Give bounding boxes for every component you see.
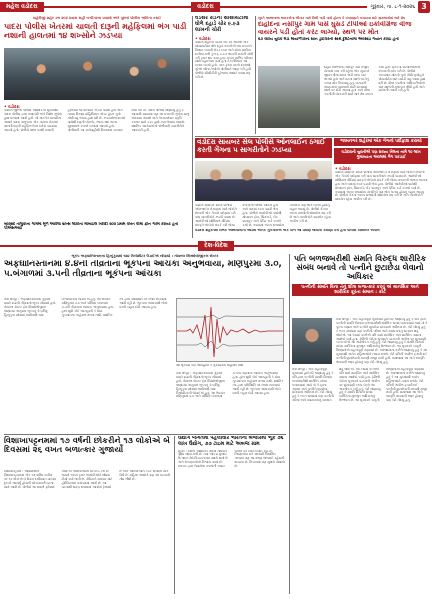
story-headline: વડસર રોડની સોસાયટીમાં ઘોળે દહાડે ચોર ૯.૯૩ લાખની ચોરી (195, 16, 249, 33)
masthead-band (0, 2, 432, 12)
story-headline-secondary: ઉદ્યોગ જગતમાં પહેલીવાર ભારતના બજારમાં ભૂક ૭૬ લાખ ઉદ્યોગ, ૭૭ ટાઇમ માટે અબજ ગ્રામ (178, 436, 284, 447)
story-photo (258, 66, 320, 128)
section-rule (234, 245, 432, 247)
story-divider (4, 434, 286, 435)
story-kicker: ભૂકંપ અફઘાનિસ્તાનના હિન્દુકુશમાં ૧૨૪ કિલોમીટર ઉંડાઈએ નોંધાયો : નેશનલ સિસ્મોલોજીકલ સેન્ટર (71, 254, 219, 258)
issue-date: ગુરૂવાર, તા. ૮-૧-૨૦૨૬ (370, 4, 415, 10)
section-label-mid: વડોદરા (191, 2, 219, 12)
story-ribbon: જામનગર શહેરમાં એક ગેંગનો પર્દાફાશ કરાયો (334, 138, 428, 146)
story-body-continued: નવી દિલ્હી : એક મહત્વપૂર્ણ ચુકાદામાં હાઈકોર્ટે જણાવ્યું હતું કે પતિ દ્વારા પત્નીની સંમતિ વિરુદ્ધ બળજબરીથી શારીરિક સંબંધ બનાવવામાં આવે તો તે ક્રૂરતા ગણાય અને પત્નીને છૂટાછેડા માંગવાનો અધિકાર છે. કોર્ટે નોંધ્યું હતું કે લગ્ન સંબંધમાં પણ પત્નીની ગરિમા અને સ્વાયત્તતાનું સન્માન થવું જોઈએ. આ કેસમાં પત્નીએ પતિ સામે માનસિક અને શારીરિક ત્રાસના આક્ષેપો કર્યા હતા. ફેમિલી કોર્ટના ચુકાદાને પડકારતી અપીલ પર સુનાવણી કરતા બેન્ચે આ અવલોકન કર્યું હતું. કોર્ટે જણાવ્યું હતું કે સંમતિ વિનાનો સંબંધ વ્યક્તિના મૂળભૂત અધિકારોનું ઉલ્લંઘન છે. આ ચુકાદાને કાનૂની નિષ્ણાતોએ મહત્વપૂર્ણ ગણાવ્યો છે. અરજદારના વકીલે જણાવ્યું હતું કે આ ચુકાદાથી અનેક મહિલાઓને ન્યાય મળશે. કોર્ટે પતિની અપીલ ફગાવી દઈ પત્નીની છૂટાછેડાની માંગણી મંજૂર રાખી હતી. સમાજમાં આ અંગે જાગૃતિ લાવવાની જરૂર હોવાનું પણ કોર્ટે નોંધ્યું હતું. (292, 368, 428, 403)
story-earthquake (4, 254, 286, 432)
story-byline: • વડોદરા (195, 35, 211, 41)
story-byline: • વડોદરા (335, 166, 351, 171)
story-body: વડોદરા જીલ્લા પોલીસ અધિક્ષકની સૂચનાથી પાદરા પોલીસ દ્વારા નશાબંધી અંગે વિશેષ ઝુંબેશ હાથ ધરવામાં આવી હતી. જે અંતર્ગત બાતમીના આધારે પાદરા તાલુકાના એક ગામના ખેતરમાં ચાલતી દારૂની મહેફિલ ઉપર દરોડો પાડવામાં આવ્યો હતો. પોલીસે સ્થળ પરથી નશાની હાલતમાં ૧૪ શખ્સોને ઝડપી પાડ્યા હતા અને તમામ વિરુદ્ધ પ્રોહિબિશન એક્ટ હેઠળ ગુનો નોંધી વધુ તપાસ હાથ ધરી છે. ઝડપાયેલા શખ્સો પાસેથી દારૂની બોટલો, ગ્લાસ તથા અન્ય મુદ્દામાલ કબજે કરવામાં આવ્યો હતો. પોલીસની આ કાર્યવાહીથી વિસ્તારમાં ચકચાર મચી ગઈ છે. પાદરા પોલીસે જણાવ્યું હતું કે આગામી સમયમાં પણ આ પ્રકારની ઝુંબેશ ચાલુ રાખવામાં આવશે અને ગેરકાયદેસર પ્રવૃત્તિ કરનાર સામે કડક હાથે કામ લેવામાં આવશે. સ્થાનિક આગેવાનોએ પોલીસની કામગીરીને આવકારી હતી. (4, 109, 190, 132)
masthead-rule (44, 6, 192, 8)
story-body-continued: વડોદરા સાયબર ક્રાઇમ પોલીસે ઓનલાઈન રોકાણના નામે લોકોને છેતરતી એક ગેંગનો પર્દાફાશ કરી પાંચ સાગરીતોને ઝડપી પાડ્યા છે. આરોપીઓ સોશિયલ મીડિયા મારફતે લોકોનો સંપર્ક કરી ઊંચા વળતરની લાલચ આપતા હતા અને બાદમાં રકમ પડાવી લેતા હતા. પોલીસે આરોપીઓ પાસેથી મોબાઇલ ફોન, સિમકાર્ડ, બેંક પાસબુક અને ડેબિટ કાર્ડ કબજે કર્યા છે. તપાસમાં અન્ય રાજ્યોના નાગરિકો પણ ભોગ બન્યા હોવાનું બહાર આવ્યું છે. પોલીસે ગેંગના અન્ય સભ્યોની શોધખોળ શરૂ કરી છે અને નાગરિકોને સાવચેત રહેવા અપીલ કરી છે. (195, 204, 332, 227)
story-body: વડોદરા શહેરના વડસર રોડ પર આવેલી એક સોસાયટીમાં ઘોળે દહાડે તસ્કરોએ બંધ મકાનને નિશાન બનાવી રોકડ રકમ અને સોના ચાંદીના દાગીના મળી કુલ રૂ. ૯.૯૩ લાખની મત્તાની ચોરી કરી ફરાર થઇ ગયા હતા. મકાન માલિક પરિવાર સાથે બહારગામ ગયા હતા તે દરમિયાન આ બનાવ બન્યો હતો. પરત ફરતા ઘરનો દરવાજો તૂટેલો જોતા તેઓએ પોલીસને જાણ કરી હતી. પોલીસે સીસીટીવી ફૂટેજના આધારે તપાસ શરૂ કરી છે. (195, 40, 253, 80)
story-body: દાહોદ જિલ્લાના નસીપુર ગામ નજીક ખેતરમાં કામ કરી રહેલા એક યુવકને જીવંત વીજ વાયર અડી જતા કરંટ લાગ્યો હતો અને ઘટના સ્થળે જ તેનું કરુણ મોત નિપજ્યું હતું. બનાવની જાણ થતા ગ્રામજનો મોટી સંખ્યામાં સ્થળ પર દોડી આવ્યા હતા અને વીજ કંપનીની બેદરકારી સામે ભારે રોષ વ્યક્ત કર્યો હતો. મૃતકના પરિવારજનોએ વળતરની માંગ કરી છે. પોલીસે અકસ્માત મોતનો ગુનો નોંધી મૃતદેહને પોસ્ટમોર્ટમ માટે ખસેડી વધુ તપાસ હાથ ધરી છે. વીજ કંપનીના અધિકારીઓએ પણ સ્થળની મુલાકાત લીધી હતી અને વાયરની તપાસ કરી હતી. (324, 66, 426, 97)
story-body: વિશાખાપટ્ટનમ : આંધ્રપ્રદેશના વિશાખાપટ્ટનમમાં એક ૧૭ વર્ષીય સગીરા પર ૧૩ લોકોએ બે દિવસ દરમિયાન વારંવાર દુષ્કર્મ આચર્યું હોવાની ચોંકાવનારી ઘટના સામે આવી છે. પોલીસે આ મામલે ફરિયાદ નોંધી ૧૦ આરોપીઓની ધરપકડ કરી છે જ્યારે અન્ય ફરાર આરોપીઓને શોધવા ટીમો કામે લાગી છે. પીડિતાને સારવાર માટે હોસ્પિટલમાં ખસેડવામાં આવી છે. આ ઘટનાથી સમગ્ર રાજ્યમાં આક્રોશ ફેલાયો છે અને આરોપીઓને કડક સજાની માંગ ઉઠી છે. મહિલા આયોગે પણ આ ઘટનાની નોંધ લીધી છે. (4, 470, 171, 489)
story-kicker: શહેરીજી શહેર ડભ ૨૯૪ પ્રવાસ સહી બચીગરના પ્રવાસો અંગે પૂછતાં પોલીસ અંકિતા કરાઈ (32, 16, 162, 20)
section-band (0, 241, 432, 251)
story-vadsar (195, 16, 253, 134)
story-body-secondary: મુંબઈ : દેશના ઔદ્યોગિક ક્ષેત્રમાં નોંધપાત્ર વૃદ્ધિ જોવા મળી છે. નવા આંકડા મુજબ ઉત્પાદન ક્ષેત્રે વિકાસ દરમાં વધારો થયો છે અને રોકાણકારોનો વિશ્વાસ વધ્યો છે. સરકાર દ્વારા લેવાયેલા પગલાંની અસર બજાર પર સ્પષ્ટ દેખાઈ રહી છે. નિષ્ણાતોના મતે આગામી ત્રિમાસિક ગાળામાં પણ આ વલણ જળવાઈ રહેવાની શક્યતા છે. નિકાસમાં પણ સુધારો નોંધાયો છે. (178, 449, 285, 469)
story-headline: વિશાખાપટ્ટનમમાં ૧૭ વર્ષની છોકરીને ૧૩ લોકોએ બે દિવસમાં ૨૬ વખત બળાત્કાર ગુજાર્યો (4, 436, 170, 455)
story-subhead: ૨૭ વર્ષીય યુવક મેડા માયાળપરના શાન ડ્રાઈવરની સાથે દુર્ઘટનામાં અવસાઇ ગયાને કરાઇ હતો (258, 37, 399, 42)
story-body: વડોદરા સાયબર ક્રાઇમ પોલીસે ઓનલાઈન રોકાણના નામે લોકોને છેતરતી એક ગેંગનો પર્દાફાશ કરી પાંચ સાગરીતોને ઝડપી પાડ્યા છે. આરોપીઓ સોશિયલ મીડિયા મારફતે લોકોનો સંપર્ક કરી ઊંચા વળતરની લાલચ આપતા હતા અને બાદમાં રકમ પડાવી લેતા હતા. પોલીસે આરોપીઓ પાસેથી મોબાઇલ ફોન, સિમકાર્ડ, બેંક પાસબુક અને ડેબિટ કાર્ડ કબજે કર્યા છે. તપાસમાં અન્ય રાજ્યોના નાગરિકો પણ ભોગ બન્યા હોવાનું બહાર આવ્યું છે. પોલીસે ગેંગના અન્ય સભ્યોની શોધખોળ શરૂ કરી છે અને નાગરિકોને સાવચેત રહેવા અપીલ કરી છે. (335, 171, 428, 202)
story-headline: પાદરા પોલીસ ખેતરમાં ચાલતી દારૂની મહેફિલમાં ભંગ પાડી નશાની હાલતમાં ૧૪ શખ્સોને ઝડપ્યા (4, 22, 187, 41)
section-label: દેશ-વિદેશ (198, 241, 234, 251)
column-divider (255, 16, 256, 134)
story-headline: દાહોદના નસીપુર ગામ પાસે ઘુસડે ટીપીઓ ઇકોવીગ્રેજ વીજ વાયરને પડી હોતાં કરંટ લાગ્યો, સ્થળ પર મોત (258, 21, 412, 36)
masthead-rule (220, 6, 368, 8)
column-divider (289, 254, 290, 594)
story-court (292, 254, 428, 594)
story-body-continued: નવી દિલ્હી : અફઘાનિસ્તાનમાં ગુરૂવારે સવારે ૪.૪ની તીવ્રતાનો ભૂકંપ નોંધાયો હતો. નેશનલ સેન્ટર ફોર સિસ્મોલોજીના જણાવ્યા અનુસાર ભૂકંપનું કેન્દ્રબિંદુ હિન્દુકુશ પ્રદેશમાં જમીનથી ૧૨૪ કિલોમીટરની ઊંડાઈએ હતું. આ ઉપરાંત મણિપુરમાં ૩.૦ અને પશ્ચિમ બંગાળમાં ૩.૫ની તીવ્રતાના આંચકા અનુભવાયા હતા. હાલ સુધી કોઈ જાનહાની કે મોટા નુકસાનના અહેવાલ મળ્યા નથી. સ્થાનિક તંત્ર દ્વારા પરિસ્થિતિ પર નજર રાખવામાં આવી રહી છે. ભૂકંપના આંચકાથી લોકો ઘરની બહાર દોડી આવ્યા હતા. (176, 372, 284, 399)
page-number: 3 (418, 1, 430, 13)
column-divider (174, 436, 175, 594)
story-divider (195, 136, 428, 137)
story-vizag (4, 436, 286, 594)
seismograph-trace (177, 299, 284, 362)
seismograph-image (176, 298, 284, 362)
story-subhead: પત્નીની સંમતિ વિના તેનું શીલ બળાત્કાર કરવું એ માનસિક અને શારીરિક ક્રૂરતા સમાન : કોર્ટ (292, 284, 428, 297)
story-headline: અફઘાનિસ્તાનમાં ૪.૪ની તીવ્રતાના ભૂકંપના આંચકા અનુભવાયા, મણિપુરમાં ૩.૦, ૫.બંગાળમાં ૩.૫ની તીવ્રતાના ભૂકંપના આંચકા (4, 260, 282, 279)
story-photo (4, 48, 190, 100)
story-dahod (258, 16, 428, 134)
section-rule (0, 245, 198, 247)
story-padra (4, 16, 190, 238)
story-body: નવી દિલ્હી : અફઘાનિસ્તાનમાં ગુરૂવારે સવારે ૪.૪ની તીવ્રતાનો ભૂકંપ નોંધાયો હતો. નેશનલ સેન્ટર ફોર સિસ્મોલોજીના જણાવ્યા અનુસાર ભૂકંપનું કેન્દ્રબિંદુ હિન્દુકુશ પ્રદેશમાં જમીનથી ૧૨૪ કિલોમીટરની ઊંડાઈએ હતું. આ ઉપરાંત મણિપુરમાં ૩.૦ અને પશ્ચિમ બંગાળમાં ૩.૫ની તીવ્રતાના આંચકા અનુભવાયા હતા. હાલ સુધી કોઈ જાનહાની કે મોટા નુકસાનના અહેવાલ મળ્યા નથી. સ્થાનિક તંત્ર દ્વારા પરિસ્થિતિ પર નજર રાખવામાં આવી રહી છે. ભૂકંપના આંચકાથી લોકો ઘરની બહાર દોડી આવ્યા હતા. (4, 298, 168, 317)
story-kicker: સુરતે આજબાજ જરાકલેના ભીનાર ગામે વિલી ગાડી પાસે હોટલ કે વગરાણાને બચાવવા માટે ગ્રામજનોમાં ભારે રોષ (258, 16, 405, 20)
story-side-note: વડોદરાની યુવતીએ પણ રાજ્ય ખેલના નામે ૧૦ લાખ ગુમાવ્યાના અવલમાં ગેંગ પકડાઈ (334, 148, 428, 164)
story-headline: વડોદરા સાયબર સેલ પોલીસે ઓનલાઈન ઠગાઈ કરતી ગેંગના ૫ સાગરીતોને ઝડપ્યા (195, 138, 332, 158)
story-footer: બોરસદ તાલુકાના ગામમાં મૂળે આવેલા શખ્સ લોકોના મોબાઇલ ખરીદી ૨૦૦ પ્રથમ વખત વીમા ફોન ગરમ કરાયો હતો પીએસઆઈ (4, 222, 179, 231)
story-body: નવી દિલ્હી : એક મહત્વપૂર્ણ ચુકાદામાં હાઈકોર્ટે જણાવ્યું હતું કે પતિ દ્વારા પત્નીની સંમતિ વિરુદ્ધ બળજબરીથી શારીરિક સંબંધ બનાવવામાં આવે તો તે ક્રૂરતા ગણાય અને પત્નીને છૂટાછેડા માંગવાનો અધિકાર છે. કોર્ટે નોંધ્યું હતું કે લગ્ન સંબંધમાં પણ પત્નીની ગરિમા અને સ્વાયત્તતાનું સન્માન થવું જોઈએ. આ કેસમાં પત્નીએ પતિ સામે માનસિક અને શારીરિક ત્રાસના આક્ષેપો કર્યા હતા. ફેમિલી કોર્ટના ચુકાદાને પડકારતી અપીલ પર સુનાવણી કરતા બેન્ચે આ અવલોકન કર્યું હતું. કોર્ટે જણાવ્યું હતું કે સંમતિ વિનાનો સંબંધ વ્યક્તિના મૂળભૂત અધિકારોનું ઉલ્લંઘન છે. આ ચુકાદાને કાનૂની નિષ્ણાતોએ મહત્વપૂર્ણ ગણાવ્યો છે. અરજદારના વકીલે જણાવ્યું હતું કે આ ચુકાદાથી અનેક મહિલાઓને ન્યાય મળશે. કોર્ટે પતિની અપીલ ફગાવી દઈ પત્નીની છૂટાછેડાની માંગણી મંજૂર રાખી હતી. સમાજમાં આ અંગે જાગૃતિ લાવવાની જરૂર હોવાનું પણ કોર્ટે નોંધ્યું હતું. (336, 318, 428, 364)
column-divider (192, 16, 193, 238)
section-label-left: મહેલ વડોદરા (0, 2, 44, 12)
photo-caption: આ ભૂકંપમાં કોઈ જાનહાની કે નુકસાનના અહેવાલ નથી (176, 364, 244, 367)
story-headline: પતિ બળજબરીથી સંમતિ વિરુદ્ધ શારીરિક સંબંધ બનાવે તો પત્નીને છુટાછેડા લેવાનો અધિકાર (293, 254, 427, 282)
story-cyber (195, 138, 428, 238)
story-byline: • વડોદરા (4, 104, 20, 109)
story-footer: વડોદરા શહેરનમાં દર્ભિક અભિયાનોની આડમાં અનેક ગુનેગારોએ એક કાળે આ પ્રમાણે જમીની કમાણી કરી હતી પોલીસ કમિશ્નરે અપીલ (195, 229, 380, 232)
story-photo (195, 161, 332, 201)
story-photo (292, 318, 332, 364)
